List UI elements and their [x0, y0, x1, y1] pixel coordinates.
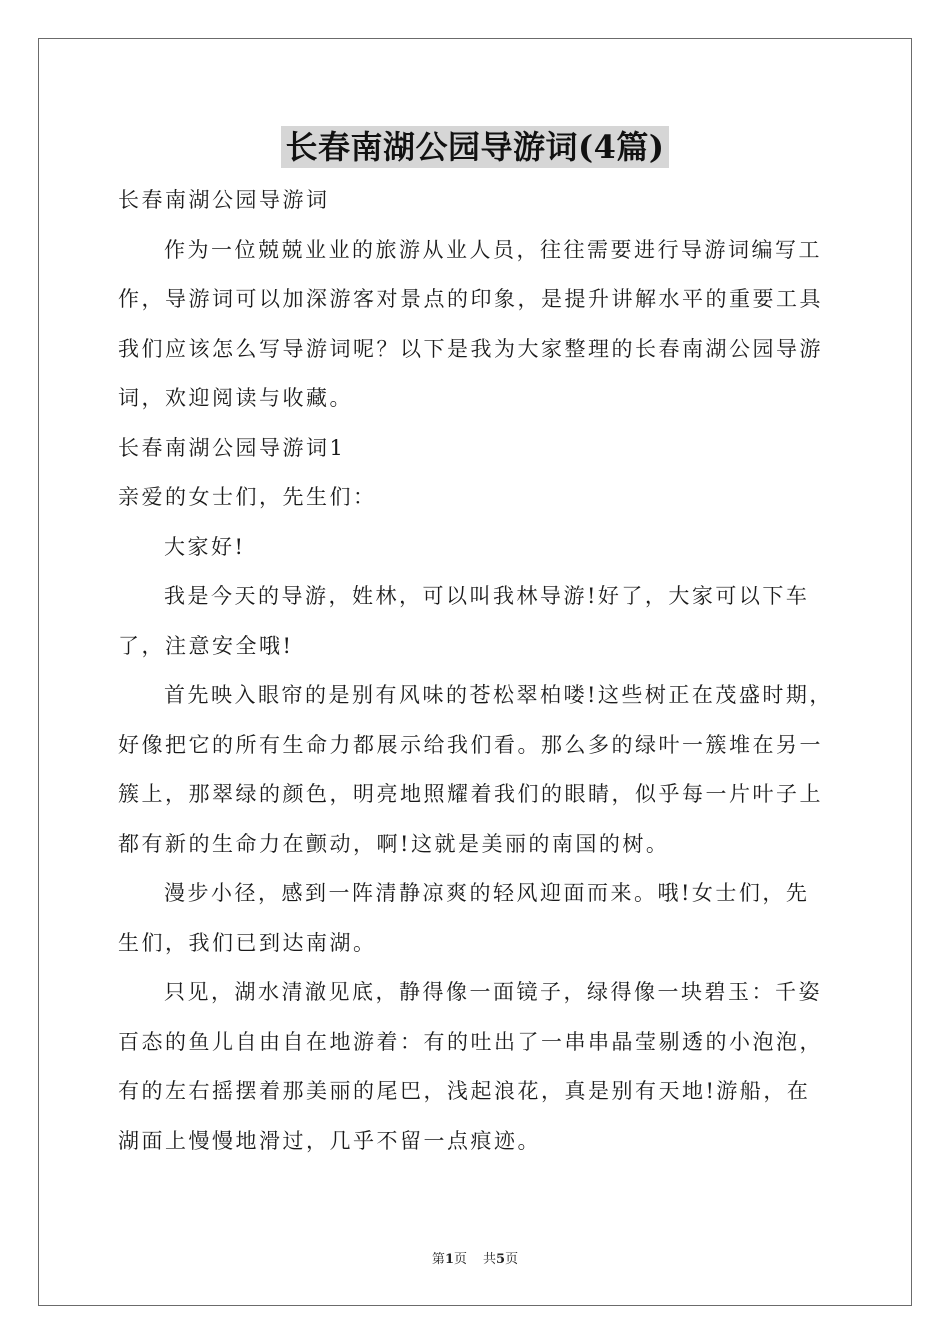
- page-unit: 页: [453, 1252, 467, 1267]
- text-line: 大家好!: [164, 534, 246, 559]
- text-line: 百态的鱼儿自由自在地游着：有的吐出了一串串晶莹剔透的小泡泡，: [118, 1029, 823, 1054]
- text-line: 有的左右摇摆着那美丽的尾巴，浅起浪花，真是别有天地!游船，在: [118, 1079, 811, 1103]
- page-prefix: 第: [431, 1252, 445, 1267]
- total-unit: 页: [505, 1252, 519, 1267]
- text-line: 湖面上慢慢地滑过，几乎不留一点痕迹。: [118, 1128, 541, 1153]
- title-container: [0, 126, 950, 168]
- page-footer: [0, 1248, 950, 1267]
- text-line: 作，导游词可以加深游客对景点的印象，是提升讲解水平的重要工具: [118, 287, 823, 311]
- text-line: 作为一位兢兢业业的旅游从业人员，往往需要进行导游词编写工: [164, 237, 822, 262]
- document-title: 长春南湖公园导游词(4篇): [281, 126, 668, 168]
- text-line: 我是今天的导游，姓林，可以叫我林导游!好了，大家可以下车: [164, 584, 810, 608]
- text-line: 漫步小径，感到一阵清静凉爽的轻风迎面而来。哦!女士们，先: [164, 881, 810, 905]
- text-line: 长春南湖公园导游词: [118, 188, 330, 212]
- text-line: 亲爱的女士们，先生们：: [118, 485, 377, 509]
- total-page-count: 5: [496, 1252, 506, 1267]
- text-line: 只见，湖水清澈见底，静得像一面镜子，绿得像一块碧玉：千姿: [164, 980, 822, 1004]
- document-body: [118, 180, 840, 1170]
- current-page-number: 1: [444, 1252, 454, 1267]
- text-line: 我们应该怎么写导游词呢？以下是我为大家整理的长春南湖公园导游: [118, 336, 823, 361]
- text-line: 首先映入眼帘的是别有风味的苍松翠柏喽!这些树正在茂盛时期，: [164, 683, 833, 707]
- text-line: 生们，我们已到达南湖。: [118, 930, 377, 955]
- text-line: 好像把它的所有生命力都展示给我们看。那么多的绿叶一簇堆在另一: [118, 732, 823, 757]
- section-heading: 长春南湖公园导游词1: [118, 435, 346, 460]
- text-line: 簇上，那翠绿的颜色，明亮地照耀着我们的眼睛，似乎每一片叶子上: [118, 782, 823, 806]
- text-line: 了，注意安全哦!: [118, 633, 294, 658]
- total-prefix: 共: [483, 1252, 497, 1267]
- text-line: 都有新的生命力在颤动，啊!这就是美丽的南国的树。: [118, 831, 670, 856]
- text-line: 词，欢迎阅读与收藏。: [118, 386, 353, 410]
